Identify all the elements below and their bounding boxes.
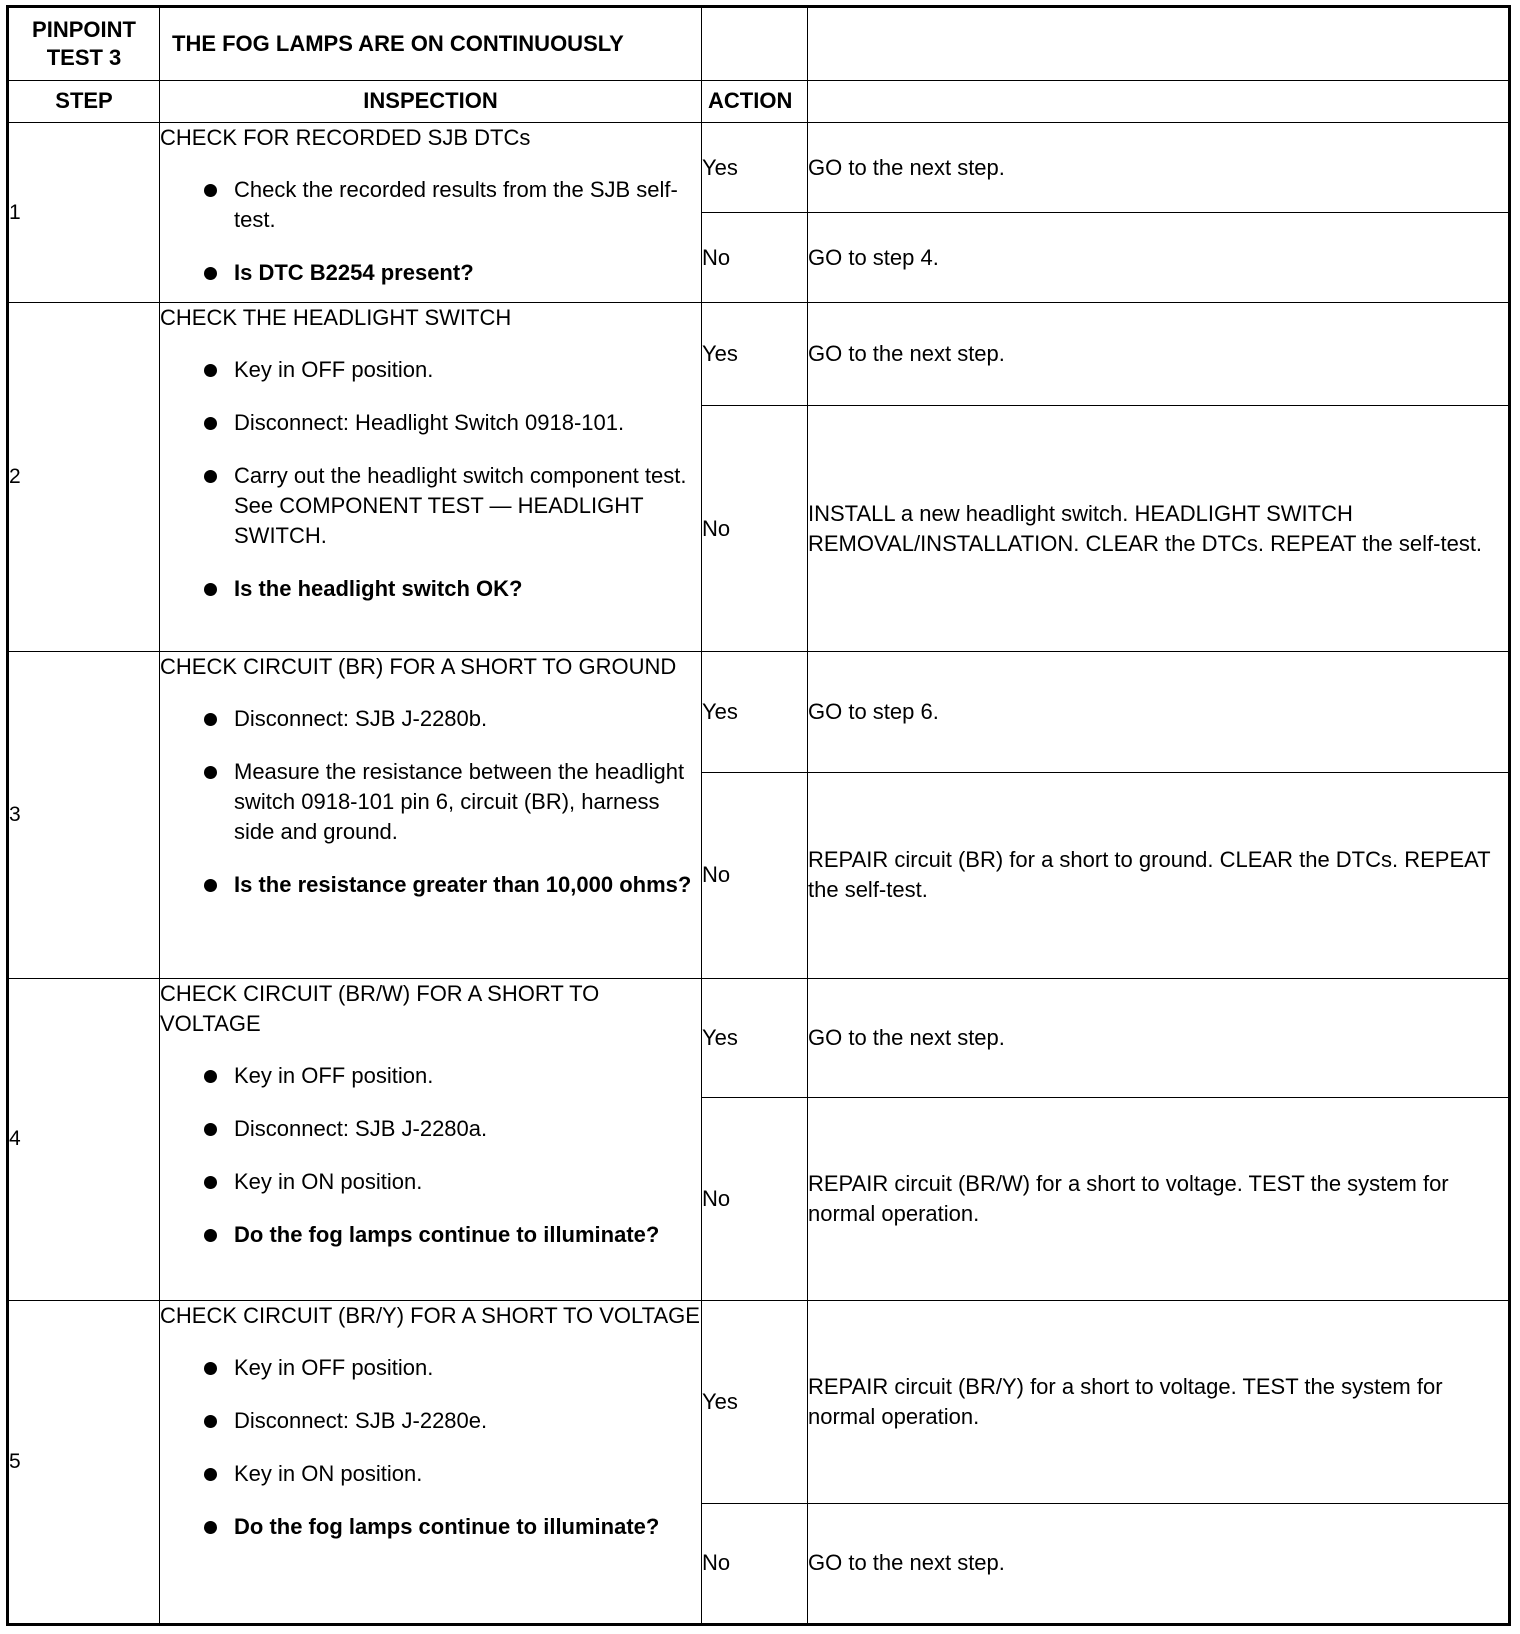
table-row bbox=[8, 1300, 1510, 1503]
step-number: 1 bbox=[8, 122, 160, 303]
bullet-icon bbox=[204, 583, 217, 596]
column-header-inspection: INSPECTION bbox=[160, 80, 702, 122]
bullet-icon bbox=[204, 766, 217, 779]
no-label: No bbox=[702, 1503, 808, 1624]
inspection-cell bbox=[160, 978, 702, 1300]
list-item: Key in ON position. bbox=[160, 1459, 701, 1489]
list-item: Disconnect: SJB J-2280a. bbox=[160, 1114, 701, 1144]
yes-label: Yes bbox=[702, 978, 808, 1097]
yes-action: GO to step 6. bbox=[808, 652, 1510, 773]
inspection-title: CHECK CIRCUIT (BR/W) FOR A SHORT TO VOLTAGE bbox=[160, 980, 600, 1036]
yes-label: Yes bbox=[702, 652, 808, 773]
yes-label: Yes bbox=[702, 303, 808, 406]
column-header-empty bbox=[808, 80, 1510, 122]
bullet-icon bbox=[204, 1415, 217, 1428]
pinpoint-test-table bbox=[6, 5, 1511, 1626]
header-empty-cell bbox=[808, 7, 1510, 81]
step-number: 2 bbox=[8, 303, 160, 652]
step-number: 3 bbox=[8, 652, 160, 978]
no-action: REPAIR circuit (BR) for a short to ground. CLEAR the DTCs. REPEAT the self-test. bbox=[808, 773, 1510, 978]
question-item: Is the resistance greater than 10,000 ohms? bbox=[160, 870, 701, 900]
bullet-icon bbox=[204, 184, 217, 197]
no-label: No bbox=[702, 213, 808, 303]
bullet-icon bbox=[204, 1229, 217, 1242]
header-empty-cell bbox=[702, 7, 808, 81]
inspection-cell bbox=[160, 1300, 702, 1624]
inspection-cell bbox=[160, 122, 702, 303]
no-action: GO to the next step. bbox=[808, 1503, 1510, 1624]
question-item: Is DTC B2254 present? bbox=[160, 258, 701, 288]
yes-action: GO to the next step. bbox=[808, 122, 1510, 212]
inspection-title: CHECK THE HEADLIGHT SWITCH bbox=[160, 305, 512, 331]
bullet-icon bbox=[204, 1176, 217, 1189]
no-action: GO to step 4. bbox=[808, 213, 1510, 303]
list-item: Check the recorded results from the SJB self-test. bbox=[160, 175, 701, 235]
test-label: PINPOINT TEST 3 bbox=[8, 7, 160, 81]
inspection-title: CHECK FOR RECORDED SJB DTCs bbox=[160, 124, 531, 150]
table-row bbox=[8, 303, 1510, 406]
yes-action: REPAIR circuit (BR/Y) for a short to voltage. TEST the system for normal operation. bbox=[808, 1300, 1510, 1503]
inspection-cell bbox=[160, 303, 702, 652]
no-action: INSTALL a new headlight switch. HEADLIGHT SWITCH REMOVAL/INSTALLATION. CLEAR the DTCs. REPEAT the self-test. bbox=[808, 406, 1510, 652]
no-label: No bbox=[702, 1097, 808, 1300]
bullet-icon bbox=[204, 470, 217, 483]
question-item: Do the fog lamps continue to illuminate? bbox=[160, 1220, 701, 1250]
bullet-icon bbox=[204, 267, 217, 280]
yes-label: Yes bbox=[702, 122, 808, 212]
inspection-title: CHECK CIRCUIT (BR/Y) FOR A SHORT TO VOLTAGE bbox=[160, 1302, 700, 1328]
bullet-icon bbox=[204, 1362, 217, 1375]
table-row bbox=[8, 122, 1510, 212]
bullet-icon bbox=[204, 1070, 217, 1083]
table-row bbox=[8, 652, 1510, 773]
list-item: Carry out the headlight switch component test. See COMPONENT TEST — HEADLIGHT SWITCH. bbox=[160, 461, 701, 551]
yes-action: GO to the next step. bbox=[808, 978, 1510, 1097]
list-item: Key in ON position. bbox=[160, 1167, 701, 1197]
list-item: Key in OFF position. bbox=[160, 1061, 701, 1091]
table-row bbox=[8, 978, 1510, 1097]
column-header-step: STEP bbox=[8, 80, 160, 122]
column-header-row bbox=[8, 80, 1510, 122]
no-label: No bbox=[702, 406, 808, 652]
bullet-icon bbox=[204, 713, 217, 726]
no-label: No bbox=[702, 773, 808, 978]
question-item: Do the fog lamps continue to illuminate? bbox=[160, 1512, 701, 1542]
column-header-action: ACTION bbox=[702, 80, 808, 122]
bullet-icon bbox=[204, 1468, 217, 1481]
bullet-icon bbox=[204, 1521, 217, 1534]
list-item: Key in OFF position. bbox=[160, 355, 701, 385]
bullet-icon bbox=[204, 417, 217, 430]
list-item: Disconnect: SJB J-2280b. bbox=[160, 704, 701, 734]
step-number: 5 bbox=[8, 1300, 160, 1624]
no-action: REPAIR circuit (BR/W) for a short to voltage. TEST the system for normal operation. bbox=[808, 1097, 1510, 1300]
list-item: Disconnect: Headlight Switch 0918-101. bbox=[160, 408, 701, 438]
list-item: Measure the resistance between the headlight switch 0918-101 pin 6, circuit (BR), harness side and ground. bbox=[160, 757, 701, 847]
yes-action: GO to the next step. bbox=[808, 303, 1510, 406]
step-number: 4 bbox=[8, 978, 160, 1300]
inspection-cell bbox=[160, 652, 702, 978]
list-item: Disconnect: SJB J-2280e. bbox=[160, 1406, 701, 1436]
bullet-icon bbox=[204, 879, 217, 892]
inspection-title: CHECK CIRCUIT (BR) FOR A SHORT TO GROUND bbox=[160, 654, 677, 680]
question-item: Is the headlight switch OK? bbox=[160, 574, 701, 604]
yes-label: Yes bbox=[702, 1300, 808, 1503]
list-item: Key in OFF position. bbox=[160, 1353, 701, 1383]
table-header-row bbox=[8, 7, 1510, 81]
bullet-icon bbox=[204, 364, 217, 377]
test-title: THE FOG LAMPS ARE ON CONTINUOUSLY bbox=[160, 7, 702, 81]
bullet-icon bbox=[204, 1123, 217, 1136]
